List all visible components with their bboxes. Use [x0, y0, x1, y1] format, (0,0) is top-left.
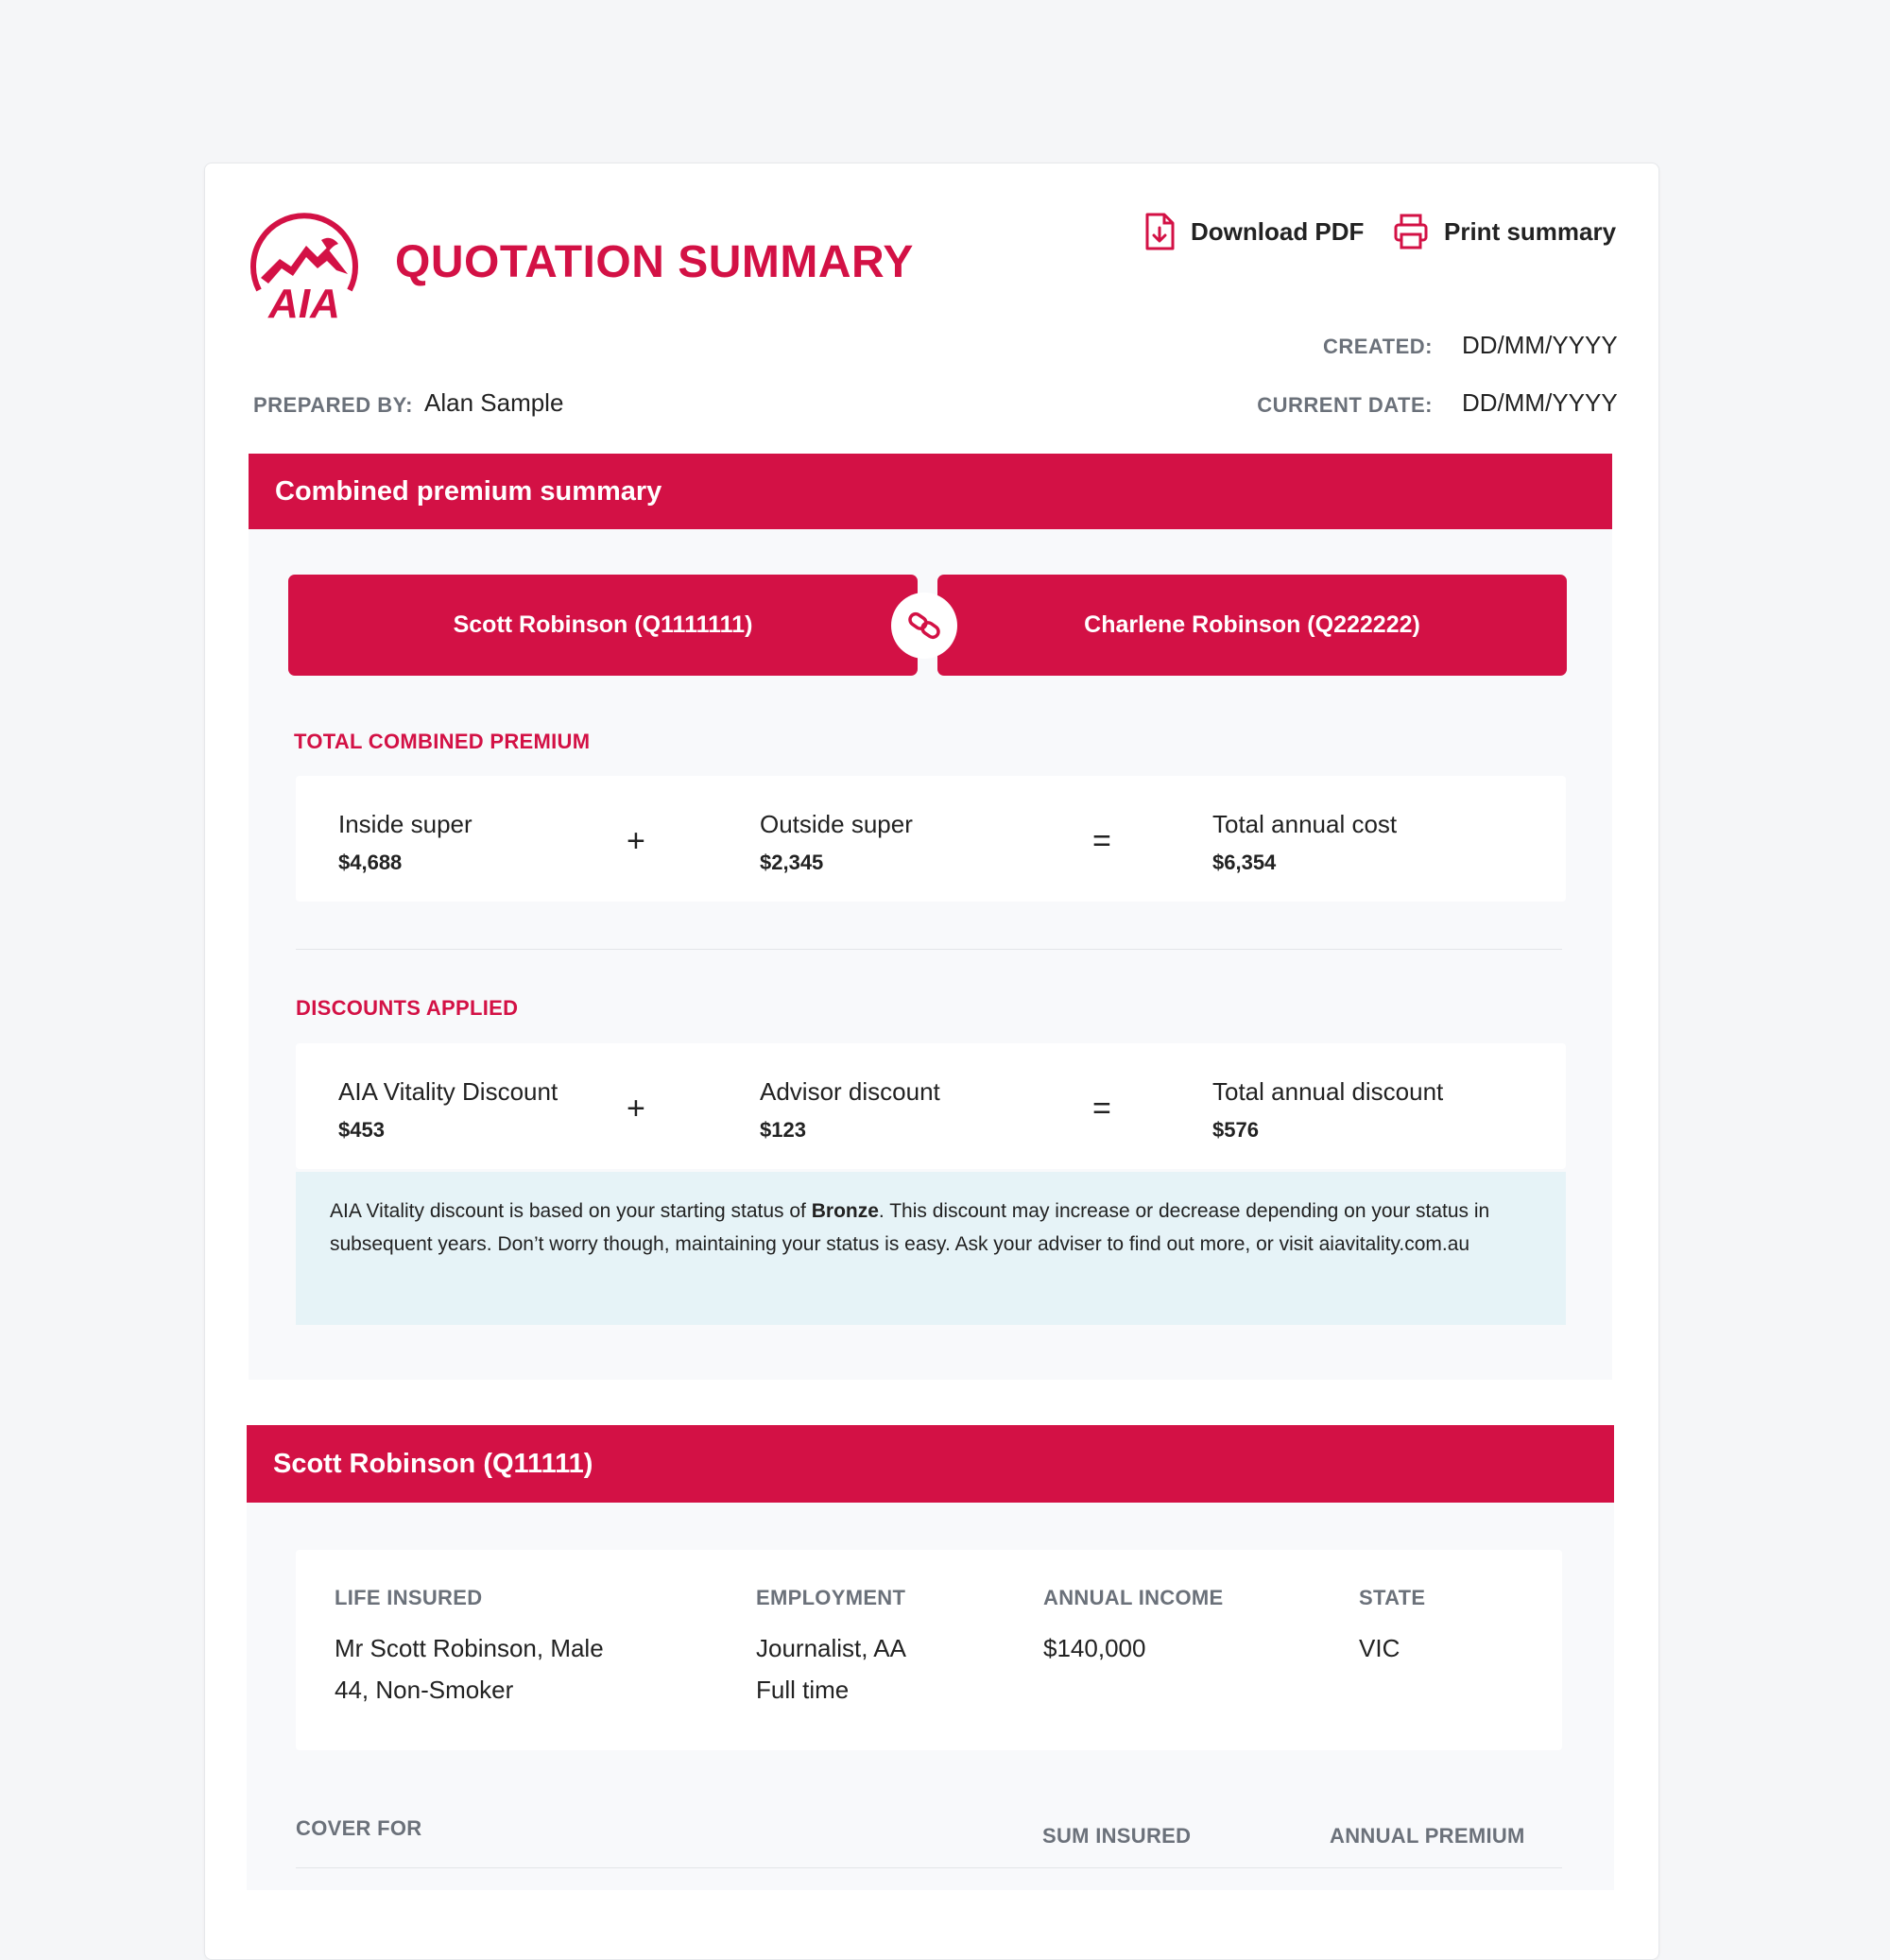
total-annual-discount-label: Total annual discount	[1212, 1077, 1444, 1106]
cover-for-header: COVER FOR	[296, 1816, 422, 1840]
inside-super-label: Inside super	[338, 810, 472, 838]
advisor-discount	[760, 1077, 940, 1143]
inside-super	[338, 810, 472, 875]
total-annual-cost	[1212, 810, 1397, 875]
total-combined-premium-label: TOTAL COMBINED PREMIUM	[294, 730, 591, 753]
plus-sign: +	[627, 823, 645, 859]
combined-premium-title: Combined premium summary	[275, 475, 662, 507]
created-label: CREATED:	[1322, 335, 1433, 358]
total-annual-cost-value: $6,354	[1212, 851, 1277, 874]
combined-premium-header	[249, 454, 1612, 529]
svg-text:AIA: AIA	[268, 281, 340, 323]
annual-income-col	[1043, 1586, 1224, 1669]
equals-sign: =	[1092, 823, 1111, 859]
section-divider	[296, 949, 1562, 950]
discount-calc-box	[296, 1043, 1566, 1169]
vitality-discount-value: $453	[338, 1118, 385, 1142]
created-value: DD/MM/YYYY	[1462, 331, 1618, 359]
premium-calc-box	[296, 776, 1566, 902]
advisor-discount-value: $123	[760, 1118, 806, 1142]
outside-super	[760, 810, 913, 875]
download-pdf-label: Download PDF	[1191, 216, 1365, 246]
info-text-post: . This discount may increase or decrease depending on your status in subsequent years. Don’t worry though, maintaining your status is easy. Ask your adviser to find out more, or visit aiavitality.com.au	[330, 1200, 1490, 1255]
person-section-header	[247, 1425, 1614, 1503]
annual-income-value: $140,000	[1043, 1634, 1146, 1662]
current-date-value: DD/MM/YYYY	[1462, 388, 1618, 417]
inside-super-value: $4,688	[338, 851, 403, 874]
employment-line2: Full time	[756, 1676, 850, 1704]
link-badge	[891, 593, 957, 659]
person-tab-scott[interactable]	[288, 575, 918, 676]
prepared-by-value: Alan Sample	[424, 388, 564, 417]
cover-table-rule	[296, 1867, 1562, 1868]
person-tab-charlene[interactable]	[937, 575, 1567, 676]
person-tab-scott-label: Scott Robinson (Q1111111)	[453, 611, 753, 638]
employment-line1: Journalist, AA	[756, 1634, 906, 1662]
current-date-label: CURRENT DATE:	[1257, 393, 1433, 417]
life-insured-details	[296, 1550, 1562, 1750]
page-title: QUOTATION SUMMARY	[395, 237, 914, 287]
employment-col	[756, 1586, 906, 1711]
sum-insured-header: SUM INSURED	[1042, 1824, 1192, 1848]
annual-premium-header: ANNUAL PREMIUM	[1330, 1824, 1525, 1848]
print-summary-button[interactable]	[1393, 210, 1616, 253]
person-section-title: Scott Robinson (Q11111)	[273, 1448, 593, 1479]
vitality-status: Bronze	[811, 1200, 879, 1222]
prepared-by-label: PREPARED BY:	[253, 393, 413, 417]
state-value: VIC	[1359, 1634, 1400, 1662]
state-col	[1359, 1586, 1425, 1669]
outside-super-label: Outside super	[760, 810, 913, 838]
life-insured-line1: Mr Scott Robinson, Male	[335, 1634, 604, 1662]
person-tab-charlene-label: Charlene Robinson (Q222222)	[1084, 611, 1420, 638]
life-insured-line2: 44, Non-Smoker	[335, 1676, 514, 1704]
total-annual-discount	[1212, 1077, 1443, 1143]
discounts-applied-label: DISCOUNTS APPLIED	[296, 996, 519, 1020]
total-annual-discount-value: $576	[1212, 1118, 1259, 1142]
vitality-discount-label: AIA Vitality Discount	[338, 1077, 558, 1106]
employment-label: EMPLOYMENT	[756, 1586, 906, 1609]
life-insured-label: LIFE INSURED	[335, 1586, 483, 1609]
advisor-discount-label: Advisor discount	[760, 1077, 940, 1106]
state-label: STATE	[1359, 1586, 1426, 1609]
aia-logo	[248, 200, 361, 323]
printer-icon	[1393, 213, 1429, 250]
life-insured-col	[335, 1586, 604, 1711]
total-annual-cost-label: Total annual cost	[1212, 810, 1398, 838]
link-icon	[905, 607, 943, 645]
print-summary-label: Print summary	[1444, 216, 1617, 246]
info-text-pre: AIA Vitality discount is based on your starting status of	[330, 1200, 812, 1222]
equals-sign: =	[1092, 1091, 1111, 1126]
vitality-info-box	[296, 1172, 1566, 1325]
annual-income-label: ANNUAL INCOME	[1043, 1586, 1224, 1609]
download-pdf-button[interactable]	[1143, 210, 1364, 253]
download-pdf-icon	[1143, 212, 1176, 251]
plus-sign: +	[627, 1091, 645, 1126]
outside-super-value: $2,345	[760, 851, 824, 874]
vitality-discount	[338, 1077, 558, 1143]
